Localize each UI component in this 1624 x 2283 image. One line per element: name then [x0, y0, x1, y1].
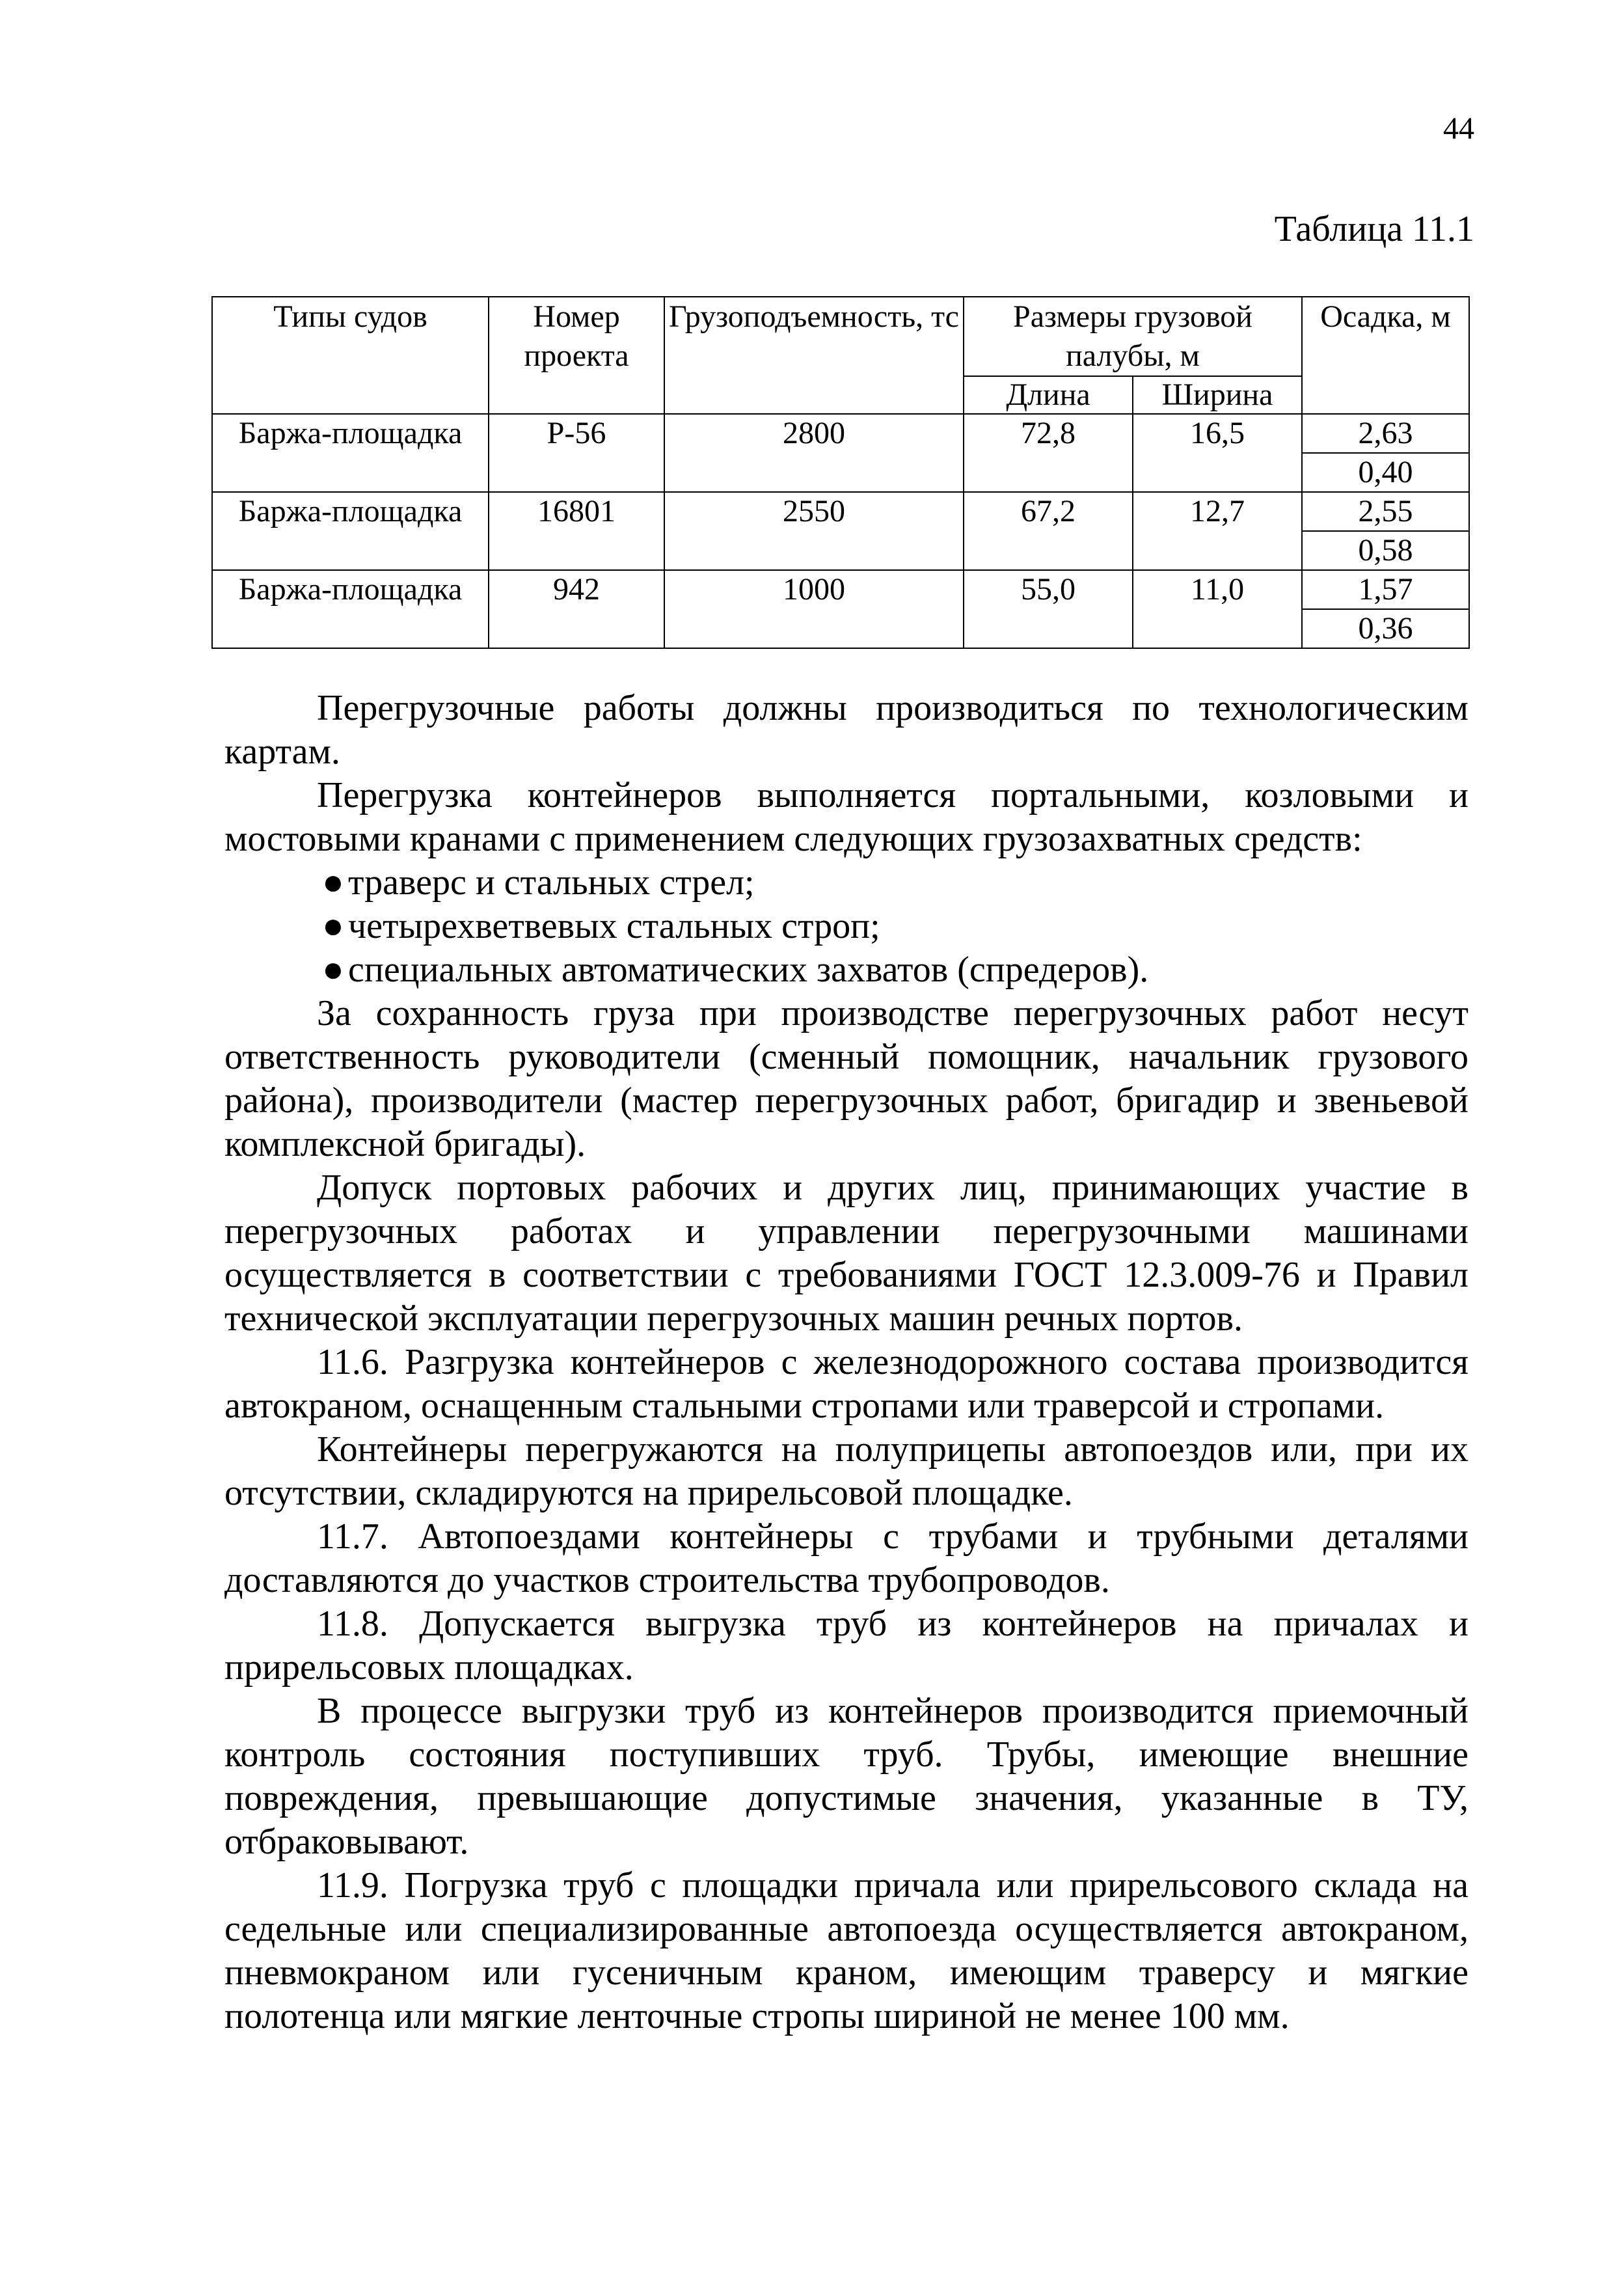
table-row [212, 492, 1469, 531]
bullet-list [224, 861, 1468, 992]
list-item-text: траверс и стальных стрел; [348, 862, 755, 903]
header-vessel-type: Типы судов [212, 297, 489, 414]
cell-width: 12,7 [1133, 492, 1302, 570]
cell-draft-empty: 0,40 [1302, 453, 1469, 492]
bullet-icon: ● [322, 906, 344, 946]
cell-capacity: 2550 [664, 492, 964, 570]
paragraph: Перегрузочные работы должны производиться по технологическим картам. [224, 688, 1468, 772]
cell-draft-loaded: 1,57 [1302, 570, 1469, 609]
cell-draft-loaded: 2,55 [1302, 492, 1469, 531]
cell-width: 11,0 [1133, 570, 1302, 648]
cell-vessel-type: Баржа-площадка [212, 492, 489, 570]
paragraph: 11.6. Разгрузка контейнеров с железнодорожного состава производится автокраном, оснащенным стальными стропами или траверсой и стропами. [224, 1342, 1468, 1426]
vessels-table [211, 296, 1470, 649]
list-item [224, 905, 1468, 948]
page-number: 44 [1443, 111, 1474, 146]
cell-capacity: 2800 [664, 414, 964, 492]
cell-capacity: 1000 [664, 570, 964, 648]
header-draft: Осадка, м [1302, 297, 1469, 414]
header-width: Ширина [1133, 376, 1302, 414]
paragraph: В процессе выгрузки труб из контейнеров производится приемочный контроль состояния поступивших труб. Трубы, имеющие внешние повреждения, превышающие допустимые значения, указанные в ТУ, отбраковывают. [224, 1691, 1468, 1862]
paragraph: Контейнеры перегружаются на полуприцепы автопоездов или, при их отсутствии, складируются на прирельсовой площадке. [224, 1429, 1468, 1513]
header-length: Длина [964, 376, 1133, 414]
cell-draft-loaded: 2,63 [1302, 414, 1469, 453]
header-deck-size: Размеры грузовой палубы, м [964, 297, 1302, 376]
cell-length: 67,2 [964, 492, 1133, 570]
body-text [224, 687, 1468, 2038]
table-row [212, 414, 1469, 453]
cell-project-number: 942 [489, 570, 664, 648]
paragraph: 11.8. Допускается выгрузка труб из контейнеров на причалах и прирельсовых площадках. [224, 1604, 1468, 1688]
header-project-number: Номер проекта [489, 297, 664, 414]
paragraph: За сохранность груза при производстве перегрузочных работ несут ответственность руководители (сменный помощник, начальник грузового района), производители (мастер перегрузочных работ, бригадир и звеньевой комплексной бригады). [224, 993, 1468, 1164]
cell-vessel-type: Баржа-площадка [212, 570, 489, 648]
table-caption: Таблица 11.1 [1274, 209, 1474, 249]
table-row [212, 570, 1469, 609]
cell-vessel-type: Баржа-площадка [212, 414, 489, 492]
list-item [224, 861, 1468, 905]
cell-project-number: Р-56 [489, 414, 664, 492]
cell-width: 16,5 [1133, 414, 1302, 492]
cell-project-number: 16801 [489, 492, 664, 570]
paragraph: Допуск портовых рабочих и других лиц, принимающих участие в перегрузочных работах и управлении перегрузочными машинами осуществляется в соответствии с требованиями ГОСТ 12.3.009-76 и Правил технической эксплуатации перегрузочных машин речных портов. [224, 1168, 1468, 1339]
cell-length: 55,0 [964, 570, 1133, 648]
list-item [224, 948, 1468, 992]
bullet-icon: ● [322, 862, 344, 903]
bullet-icon: ● [322, 950, 344, 990]
list-item-text: специальных автоматических захватов (спредеров). [348, 950, 1149, 990]
cell-length: 72,8 [964, 414, 1133, 492]
list-item-text: четырехветвевых стальных строп; [348, 906, 880, 946]
cell-draft-empty: 0,36 [1302, 609, 1469, 648]
paragraph: Перегрузка контейнеров выполняется портальными, козловыми и мостовыми кранами с применением следующих грузозахватных средств: [224, 775, 1468, 859]
paragraph: 11.9. Погрузка труб с площадки причала или прирельсового склада на седельные или специализированные автопоезда осуществляется автокраном, пневмокраном или гусеничным краном, имеющим траверсу и мягкие полотенца или мягкие ленточные стропы шириной не менее 100 мм. [224, 1865, 1468, 2036]
header-capacity: Грузоподъемность, тс [664, 297, 964, 414]
table-header-row [212, 297, 1469, 376]
cell-draft-empty: 0,58 [1302, 531, 1469, 570]
paragraph: 11.7. Автопоездами контейнеры с трубами и трубными деталями доставляются до участков строительства трубопроводов. [224, 1516, 1468, 1600]
